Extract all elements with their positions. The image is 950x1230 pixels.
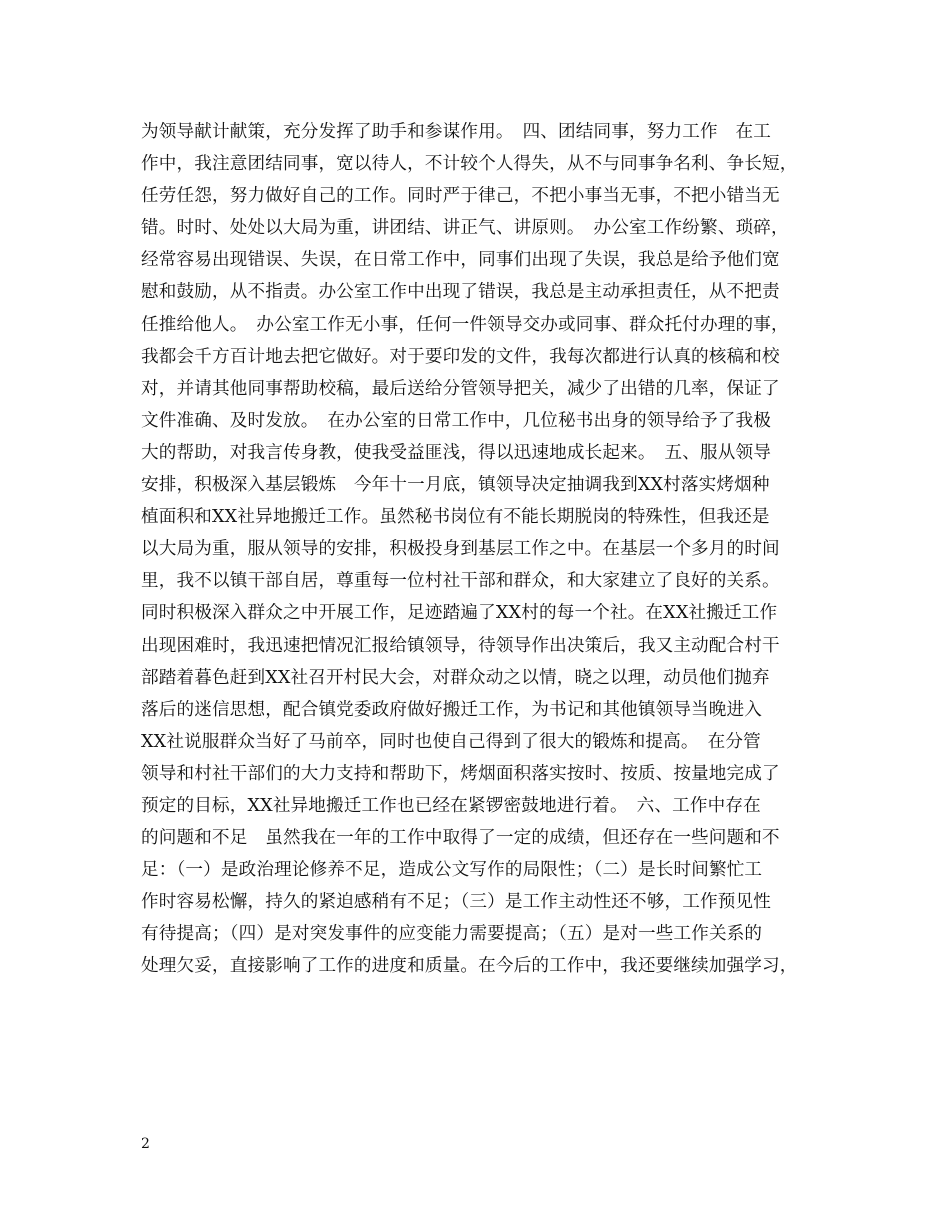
text-line: 慰和鼓励，从不指责。办公室工作中出现了错误，我总是主动承担责任，从不把责 xyxy=(141,282,780,303)
text-line: 有待提高；（四）是对突发事件的应变能力需要提高；（五）是对一些工作关系的 xyxy=(141,924,763,945)
text-line: 植面积和XX社异地搬迁工作。虽然秘书岗位有不能长期脱岗的特殊性，但我还是 xyxy=(141,507,770,528)
text-line: 部踏着暮色赶到XX社召开村民大会，对群众动之以情，晓之以理，动员他们抛弃 xyxy=(141,667,770,688)
text-line: 文件准确、及时发放。 在办公室的日常工作中，几位秘书出身的领导给予了我极 xyxy=(141,410,771,431)
text-line: 同时积极深入群众之中开展工作，足迹踏遍了XX村的每一个社。在XX社搬迁工作 xyxy=(141,603,778,624)
text-line: 领导和村社干部们的大力支持和帮助下，烤烟面积落实按时、按质、按量地完成了 xyxy=(141,763,780,784)
text-line: 错。时时、处处以大局为重，讲团结、讲正气、讲原则。 办公室工作纷繁、琐碎， xyxy=(141,218,789,239)
text-line: 为领导献计献策，充分发挥了助手和参谋作用。 四、团结同事，努力工作 在工 xyxy=(141,122,771,142)
body-text xyxy=(141,116,811,983)
text-line: 任劳任怨，努力做好自己的工作。同时严于律己，不把小事当无事，不把小错当无 xyxy=(141,186,780,207)
page-number: 2 xyxy=(141,1136,150,1152)
text-line: 安排，积极深入基层锻炼 今年十一月底，镇领导决定抽调我到XX村落实烤烟种 xyxy=(141,475,770,496)
text-line: 处理欠妥，直接影响了工作的进度和质量。在今后的工作中，我还要继续加强学习， xyxy=(141,956,798,977)
text-line: XX社说服群众当好了马前卒，同时也使自己得到了很大的锻炼和提高。 在分管 xyxy=(141,731,761,752)
text-line: 作时容易松懈，持久的紧迫感稍有不足；（三）是工作主动性还不够，工作预见性 xyxy=(141,892,771,913)
text-line: 任推给他人。 办公室工作无小事，任何一件领导交办或同事、群众托付办理的事， xyxy=(141,314,789,335)
text-line: 以大局为重，服从领导的安排，积极投身到基层工作之中。在基层一个多月的时间 xyxy=(141,539,780,560)
text-line: 对，并请其他同事帮助校稿，最后送给分管领导把关，减少了出错的几率，保证了 xyxy=(141,378,780,399)
text-line: 足：（一）是政治理论修养不足，造成公文写作的局限性；（二）是长时间繁忙工 xyxy=(141,860,763,881)
text-line: 里，我不以镇干部自居，尊重每一位村社干部和群众，和大家建立了良好的关系。 xyxy=(141,571,780,592)
text-line: 出现困难时，我迅速把情况汇报给镇领导，待领导作出决策后，我又主动配合村干 xyxy=(141,635,780,656)
text-line: 我都会千方百计地去把它做好。对于要印发的文件，我每次都进行认真的核稿和校 xyxy=(141,346,780,367)
text-line: 的问题和不足 虽然我在一年的工作中取得了一定的成绩，但还存在一些问题和不 xyxy=(141,828,780,849)
text-line: 落后的迷信思想，配合镇党委政府做好搬迁工作，为书记和其他镇领导当晚进入 xyxy=(141,699,763,720)
text-line: 经常容易出现错误、失误，在日常工作中，同事们出现了失误，我总是给予他们宽 xyxy=(141,250,780,271)
text-line: 作中，我注意团结同事，宽以待人，不计较个人得失，从不与同事争名利、争长短， xyxy=(141,154,798,175)
text-line: 预定的目标，XX社异地搬迁工作也已经在紧锣密鼓地进行着。 六、工作中存在 xyxy=(141,795,761,816)
text-line: 大的帮助，对我言传身教，使我受益匪浅，得以迅速地成长起来。 五、服从领导 xyxy=(141,442,771,463)
